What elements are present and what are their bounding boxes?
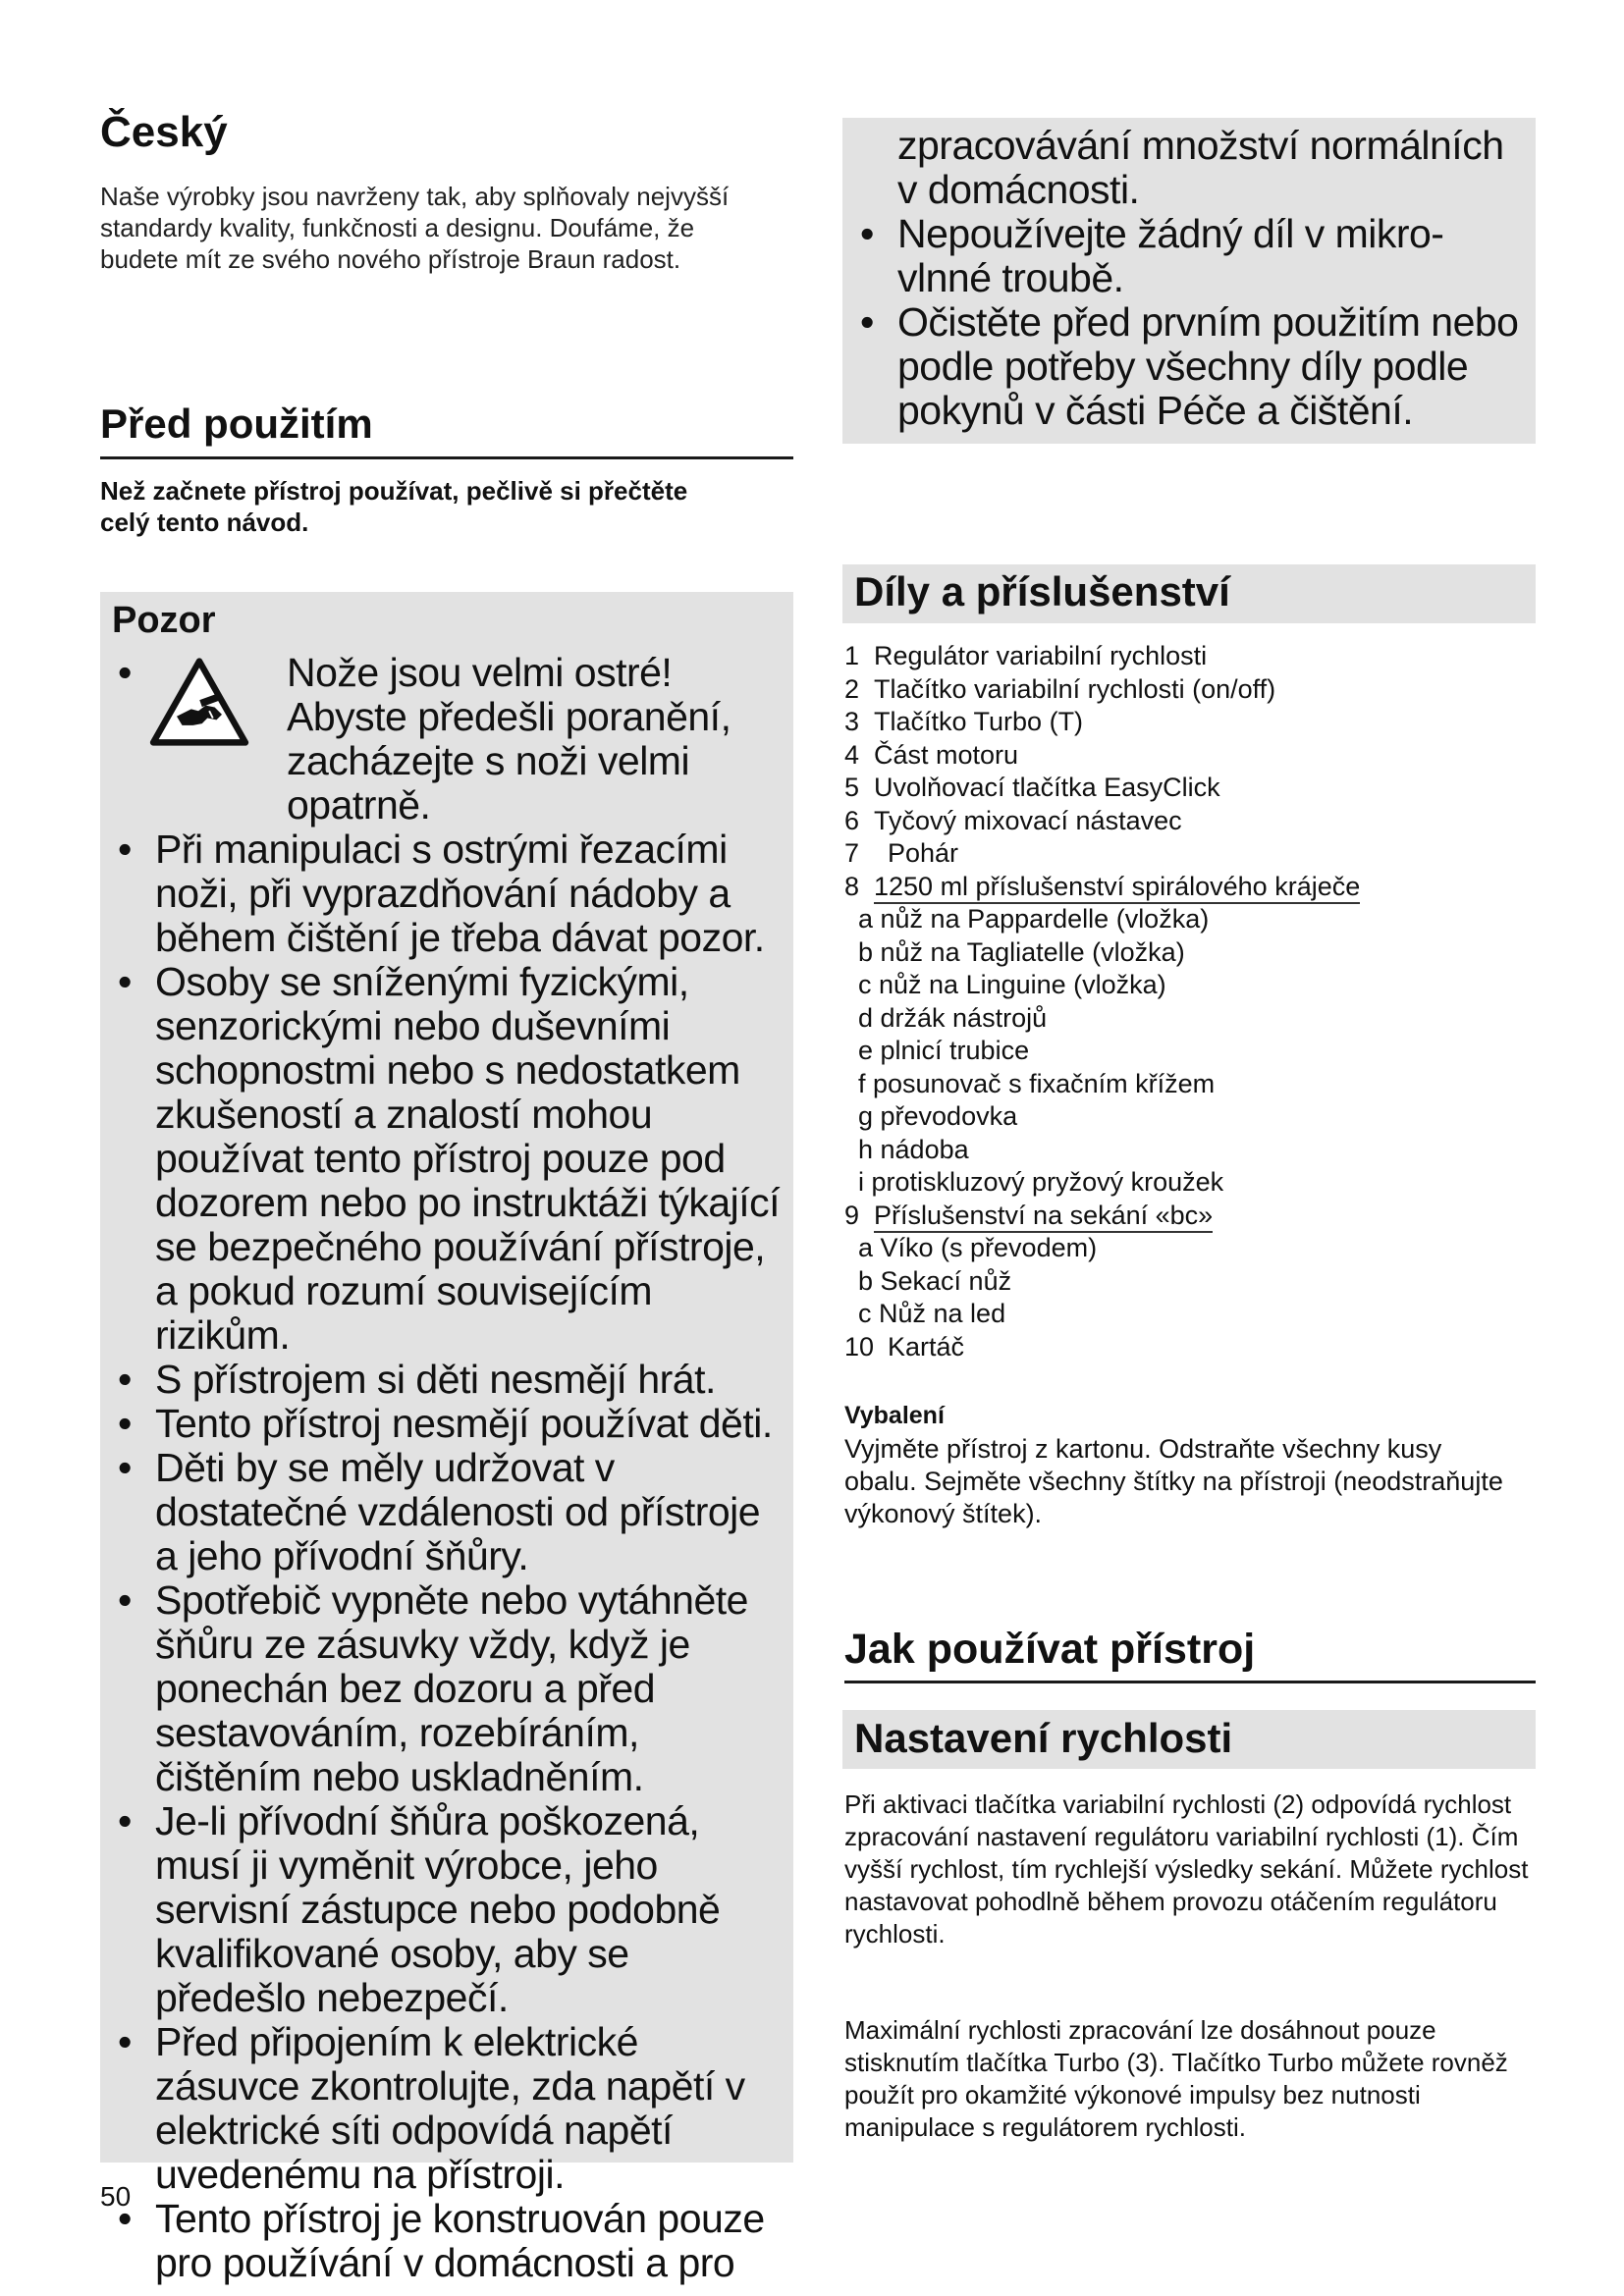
warning-box-continued — [842, 118, 1536, 444]
warning-item: • Tento přístroj je konstruován pouze pro používání v domácnosti a pro — [110, 2197, 787, 2285]
parts-subitem: h nádoba — [858, 1134, 969, 1164]
page-title: Český — [100, 108, 228, 156]
page-number: 50 — [100, 2181, 132, 2212]
hand-blade-warning-icon — [149, 657, 249, 747]
section-bar-speed — [842, 1710, 1536, 1769]
warning-item: • Děti by se měly udržovat v dostatečné vzdálenosti od přístroje a jeho přívodní šňůry. — [110, 1446, 787, 1578]
parts-subitem: c nůž na Linguine (vložka) — [858, 970, 1166, 999]
parts-item: 5 Uvolňovací tlačítka EasyClick — [844, 773, 1220, 802]
warning-item: • Tento přístroj nesmějí používat děti. — [110, 1402, 787, 1446]
speed-paragraph-2: Maximální rychlosti zpracování lze dosáhnout pouze stisknutím tlačítka Turbo (3). Tlačítko Turbo můžete rovněž použít pro okamžité výkonové impulsy bez nutnosti manipulace s regulátorem rychlosti. — [844, 2015, 1508, 2142]
parts-subitem: b Sekací nůž — [858, 1265, 1012, 1296]
warning-title: Pozor — [112, 600, 216, 641]
section-title-how-to-use: Jak používat přístroj — [844, 1626, 1256, 1673]
warning-item: • Osoby se sníženými fyzickými, senzorickými nebo duševními schopnostmi nebo s nedostatkem zkušeností a znalostí mohou používat tento přístroj pouze pod dozorem nebo po instruktáži týkající se bezpečného používání přístroje, a pokud rozumí souvisejícím rizikům. — [110, 960, 787, 1358]
warning-item: • S přístrojem si děti nesmějí hrát. — [110, 1358, 787, 1402]
parts-item: 9 Příslušenství na sekání «bc» — [844, 1200, 1532, 1233]
parts-item: 7 Pohár — [844, 838, 959, 868]
warning-item: • Spotřebič vypněte nebo vytáhněte šňůru ze zásuvky vždy, když je ponechán bez dozoru a před sestavováním, rozebíráním, čištěním nebo uskladněním. — [110, 1578, 787, 1799]
unpacking-text: Vyjměte přístroj z kartonu. Odstraňte všechny kusy obalu. Sejměte všechny štítky na přístroji (neodstraňujte výkonový štítek). — [844, 1434, 1503, 1528]
parts-list — [844, 640, 1532, 1363]
parts-subitem: f posunovač s fixačním křížem — [858, 1068, 1216, 1098]
intro-text: Naše výrobky jsou navrženy tak, aby splňovaly nejvyšší standardy kvality, funkčnosti a designu. Doufáme, že budete mít ze svého nového přístroje Braun radost. — [100, 182, 730, 274]
read-manual-note: Než začnete přístroj používat, pečlivě si přečtěte celý tento návod. — [100, 476, 688, 537]
section-title-before-use: Před použitím — [100, 400, 373, 447]
warning-item: • Očistěte před prvním použitím nebo podle potřeby všechny díly podle pokynů v části Péče a čištění. — [852, 300, 1530, 433]
parts-subitem: b nůž na Tagliatelle (vložka) — [858, 936, 1185, 967]
parts-item: 4 Část motoru — [844, 739, 1019, 770]
parts-subitem: a Víko (s převodem) — [858, 1233, 1098, 1262]
section-title-speed: Nastavení rychlosti — [854, 1715, 1233, 1761]
parts-item: 2 Tlačítko variabilní rychlosti (on/off) — [844, 673, 1276, 704]
parts-item: 3 Tlačítko Turbo (T) — [844, 707, 1084, 736]
section-divider — [844, 1681, 1536, 1683]
speed-paragraph-1: Při aktivaci tlačítka variabilní rychlosti (2) odpovídá rychlost zpracování nastavení regulátoru variabilní rychlosti (1). Čím vyšší rychlost, tím rychlejší výsledky sekání. Můžete rychlost nastavovat pohodlně během provozu otáčením regulátoru rychlosti. — [844, 1789, 1529, 1949]
parts-subitem: a nůž na Pappardelle (vložka) — [858, 904, 1210, 934]
parts-subitem: g převodovka — [858, 1101, 1018, 1131]
section-bar-parts — [842, 564, 1536, 623]
warning-item: • Nepoužívejte žádný díl v mikro-vlnné troubě. — [852, 212, 1530, 300]
warning-item-lead: zpracovávání množství normálních v domácnosti. — [897, 123, 1504, 212]
parts-subitem: d držák nástrojů — [858, 1002, 1048, 1033]
warning-item: • Při manipulaci s ostrými řezacími noži, při vyprazdňování nádoby a během čištění je třeba dávat pozor. — [110, 828, 787, 960]
warning-item: • Před připojením k elektrické zásuvce zkontrolujte, zda napětí v elektrické síti odpovídá napětí uvedenému na přístroji. — [110, 2020, 787, 2197]
warning-list-continued — [852, 124, 1530, 433]
parts-subitem: i protiskluzový pryžový kroužek — [858, 1167, 1224, 1197]
section-divider — [100, 456, 793, 459]
parts-item: 6 Tyčový mixovací nástavec — [844, 805, 1182, 835]
parts-subitem: c Nůž na led — [858, 1299, 1006, 1328]
warning-item: • Je-li přívodní šňůra poškozená, musí ji vyměnit výrobce, jeho servisní zástupce nebo podobně kvalifikované osoby, aby se předešlo nebezpečí. — [110, 1799, 787, 2020]
unpacking-title: Vybalení — [844, 1402, 945, 1429]
section-title-parts: Díly a příslušenství — [854, 568, 1230, 614]
parts-item: 8 1250 ml příslušenství spirálového kráječe — [844, 871, 1532, 904]
parts-subitem: e plnicí trubice — [858, 1036, 1030, 1065]
warning-item — [110, 651, 787, 828]
parts-item: 10 Kartáč — [844, 1331, 965, 1362]
parts-item: 1 Regulátor variabilní rychlosti — [844, 641, 1208, 670]
warning-list — [110, 651, 787, 2285]
warning-item-text: Nože jsou velmi ostré! Abyste předešli poranění, zacházejte s noži velmi opatrně. — [287, 650, 731, 828]
